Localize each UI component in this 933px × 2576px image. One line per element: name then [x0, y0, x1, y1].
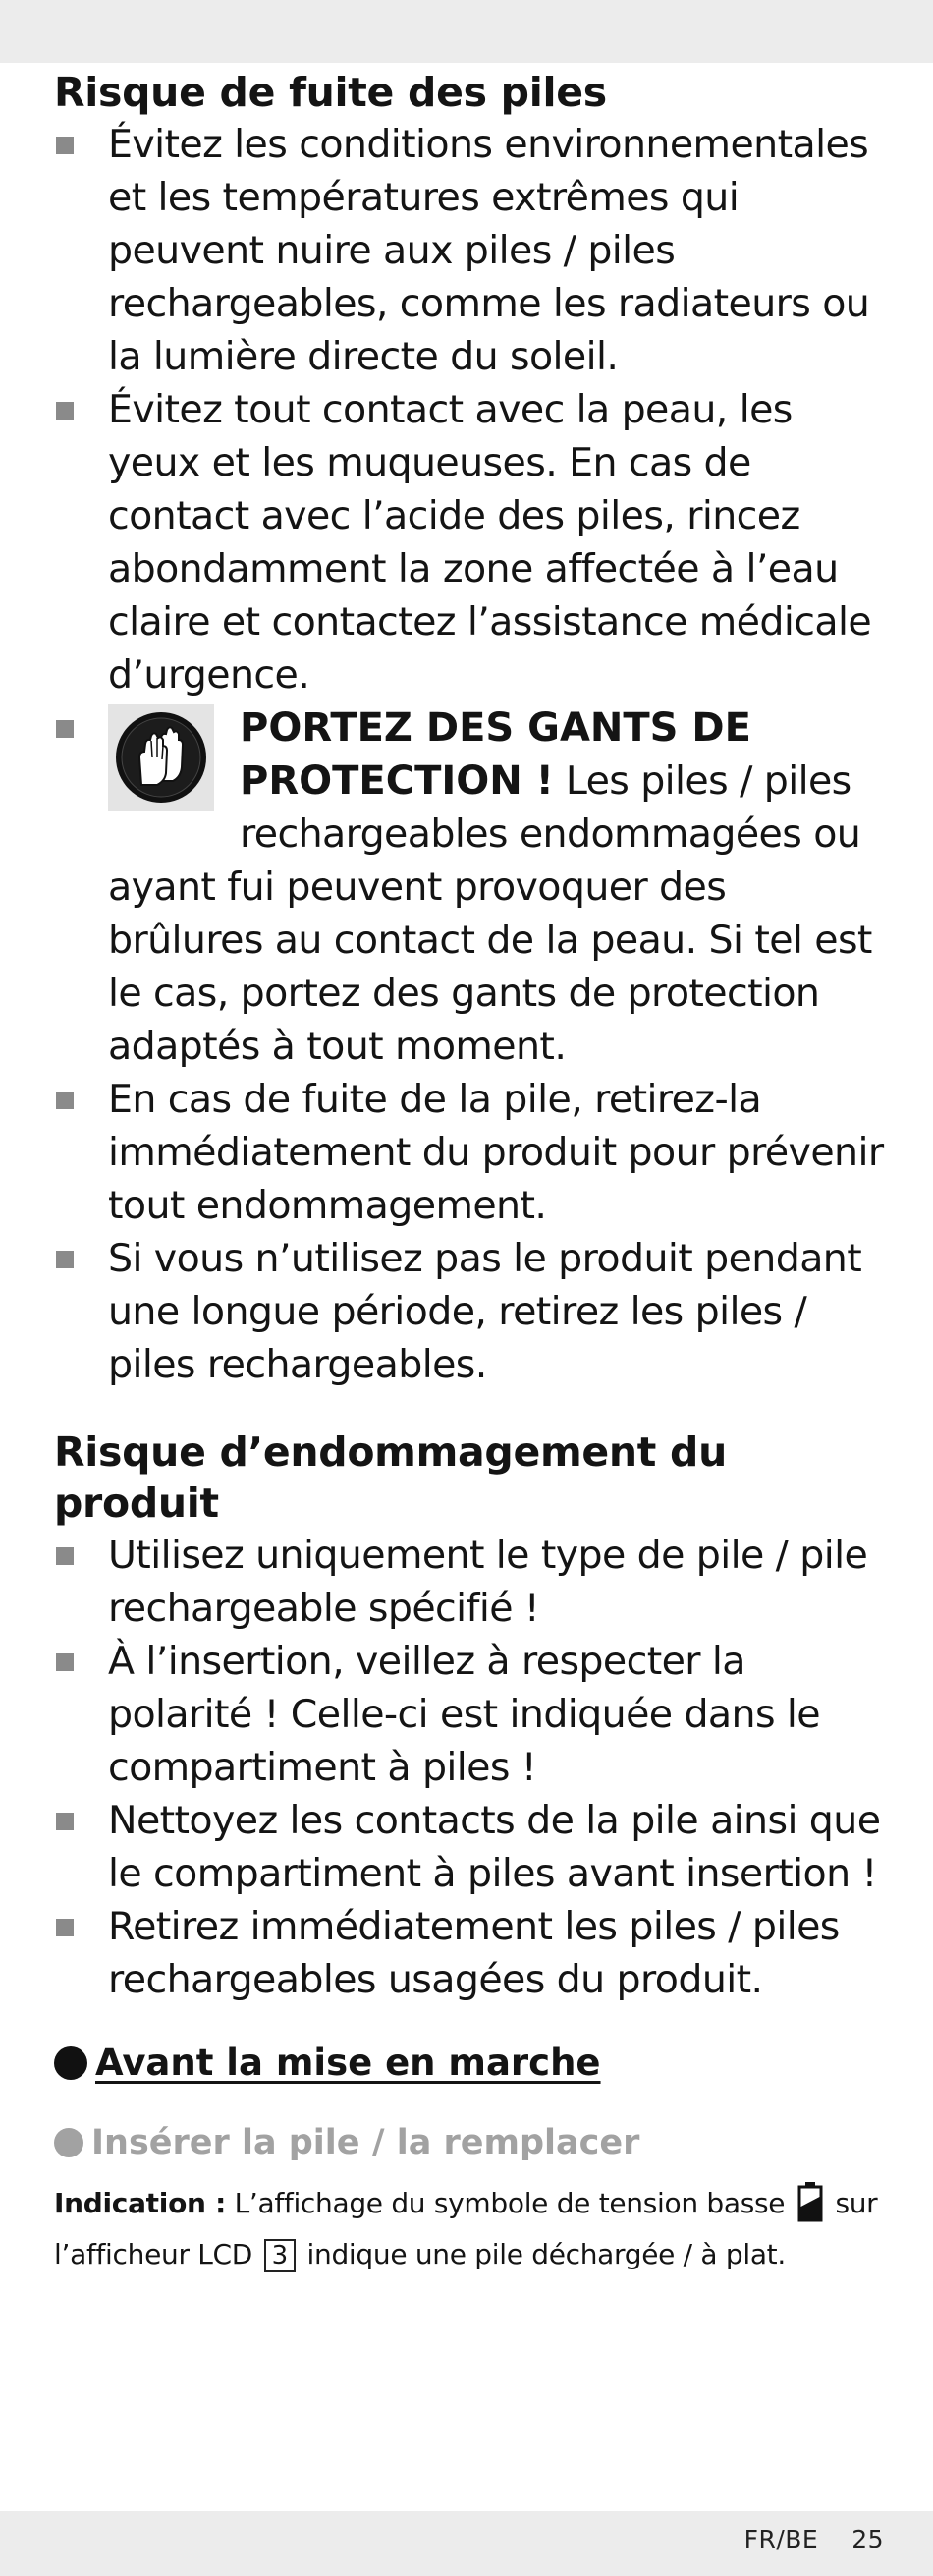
- list-item-text: À l’insertion, veillez à respecter la polarité ! Celle-ci est indiquée dans le compartiment à piles !: [108, 1639, 820, 1790]
- before-start-title: Avant la mise en marche: [95, 2042, 601, 2084]
- section-title-product-damage: Risque d’endommagement du produit: [54, 1428, 727, 1527]
- bullet-square-icon: [56, 1092, 74, 1109]
- list-item-text: Nettoyez les contacts de la pile ainsi que le compartiment à piles avant insertion !: [108, 1798, 881, 1896]
- page-content: [54, 63, 889, 2275]
- gloves-warning-rest: ayant fui peuvent provoquer des brûlures au contact de la peau. Si tel est le cas, portez des gants de protection adaptés à tout moment.: [108, 865, 872, 1069]
- product-damage-list: [54, 1529, 889, 2006]
- footer-language: FR/BE: [743, 2525, 819, 2553]
- list-item: [54, 1900, 889, 2006]
- list-item: [54, 1232, 889, 1391]
- list-item-text: Utilisez uniquement le type de pile / pile rechargeable spécifié !: [108, 1533, 868, 1631]
- indication-note: [54, 2181, 889, 2275]
- list-item: [54, 383, 889, 701]
- bullet-square-icon: [56, 1813, 74, 1830]
- list-item-text: En cas de fuite de la pile, retirez-la immédiatement du produit pour prévenir tout endommagement.: [108, 1077, 884, 1228]
- note-text-2: sur l’afficheur LCD: [54, 2187, 878, 2270]
- list-item: [54, 1073, 889, 1232]
- bullet-dot-icon: [54, 2046, 87, 2080]
- insert-battery-heading: [54, 2120, 889, 2165]
- before-start-heading: [54, 2040, 889, 2087]
- bullet-square-icon: [56, 1547, 74, 1565]
- list-item-text: Si vous n’utilisez pas le produit pendant une longue période, retirez les piles / piles rechargeables.: [108, 1236, 862, 1387]
- gloves-warning-title-1: PORTEZ DES GANTS DE: [240, 705, 751, 751]
- bullet-square-icon: [56, 137, 74, 154]
- low-battery-icon: [797, 2181, 823, 2234]
- gloves-text-after-warning: Les piles / piles: [553, 758, 851, 804]
- bullet-square-icon: [56, 402, 74, 420]
- insert-battery-title: Insérer la pile / la remplacer: [91, 2123, 640, 2162]
- bullet-dot-icon: [54, 2128, 83, 2157]
- note-label: Indication :: [54, 2187, 226, 2219]
- bullet-square-icon: [56, 1251, 74, 1268]
- list-item: [54, 1529, 889, 1635]
- bullet-square-icon: [56, 720, 74, 738]
- list-item: [54, 1794, 889, 1900]
- gloves-line-3: rechargeables endommagées ou: [240, 812, 861, 857]
- lcd-reference-number: 3: [264, 2239, 296, 2272]
- leak-risk-list: [54, 118, 889, 1391]
- bullet-square-icon: [56, 1653, 74, 1671]
- list-item-text: Évitez tout contact avec la peau, les yeux et les muqueuses. En cas de contact avec l’acide des piles, rincez abondamment la zone affectée à l’eau claire et contactez l’assistance médicale d’urgence.: [108, 387, 872, 698]
- list-item: [54, 118, 889, 383]
- bullet-square-icon: [56, 1919, 74, 1936]
- top-band: [0, 0, 933, 63]
- note-text-1: L’affichage du symbole de tension basse: [225, 2187, 794, 2219]
- page-footer: [744, 2525, 884, 2553]
- note-text-3: indique une pile déchargée / à plat.: [298, 2238, 786, 2270]
- gloves-warning-title-2: PROTECTION !: [240, 758, 554, 804]
- page-number: 25: [851, 2525, 884, 2553]
- list-item-text: Évitez les conditions environnementales et les températures extrêmes qui peuvent nuire aux piles / piles rechargeables, comme les radiateurs ou la lumière directe du soleil.: [108, 122, 870, 379]
- gloves-warning-lines: [240, 701, 889, 861]
- gloves-line-2: [240, 755, 889, 808]
- list-item: [54, 1635, 889, 1794]
- list-item-gloves-warning: [54, 701, 889, 1073]
- gloves-warning-head: [108, 701, 889, 861]
- list-item-text: Retirez immédiatement les piles / piles rechargeables usagées du produit.: [108, 1904, 840, 2002]
- gloves-line-1: [240, 701, 889, 755]
- section-title-leak-risk: Risque de fuite des piles: [54, 69, 607, 116]
- protective-gloves-icon: [108, 704, 214, 811]
